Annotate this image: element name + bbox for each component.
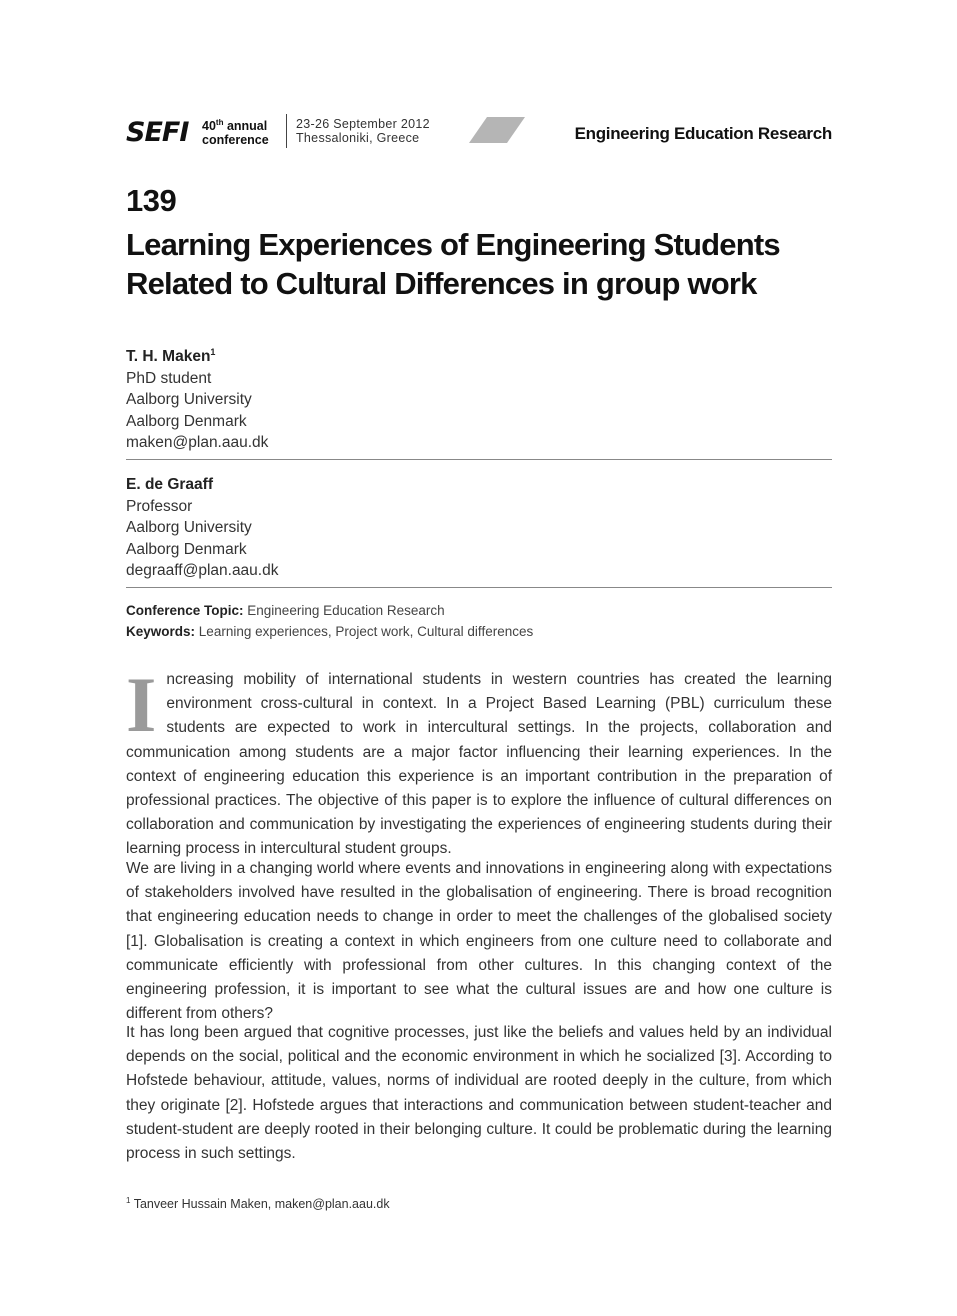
annual-word: annual xyxy=(226,119,268,134)
author-divider xyxy=(126,459,832,460)
header-divider xyxy=(286,114,287,148)
author-email: degraaff@plan.aau.dk xyxy=(126,562,279,580)
conference-location: Thessaloniki, Greece xyxy=(296,131,420,145)
keywords: Keywords: Learning experiences, Project work, Cultural differences xyxy=(126,624,534,639)
header-decoration-shape xyxy=(469,117,525,143)
footnote-number: 1 xyxy=(126,1196,131,1205)
conference-dates: 23-26 September 2012 xyxy=(296,117,430,131)
conference-topic: Conference Topic: Engineering Education Research xyxy=(126,603,445,618)
author-institution: Aalborg University xyxy=(126,519,252,537)
author-location: Aalborg Denmark xyxy=(126,540,247,558)
author-name: E. de Graaff xyxy=(126,476,213,494)
footnote xyxy=(126,1196,390,1211)
conference-word: conference xyxy=(202,133,269,148)
author-block xyxy=(126,470,832,582)
annual-suffix: th xyxy=(215,118,224,127)
footnote-marker: 1 xyxy=(210,347,216,357)
paper-title-line2: Related to Cultural Differences in group work xyxy=(126,266,757,301)
author-role: Professor xyxy=(126,497,193,515)
conference-edition xyxy=(202,116,269,147)
body-paragraph: Increasing mobility of international students in western countries has created the learning environment cross-cultural in context. In a Project Based Learning (PBL) curriculum these students are expected to work in intercultural settings. In the projects, collaboration and communication among students are a major factor influencing their learning experiences. In the context of engineering education this experience is an important contribution in the preparation of professional practices. The objective of this paper is to explore the influence of cultural differences on collaboration and communication by investigating the experiences of engineering students during their learning process in intercultural student groups. xyxy=(126,661,832,858)
author-name: T. H. Maken$^1$ xyxy=(126,347,216,366)
section-title: Engineering Education Research xyxy=(574,124,832,143)
conference-header xyxy=(126,114,832,154)
drop-cap: I xyxy=(126,661,157,748)
author-block xyxy=(126,342,832,454)
paper-title-line1: Learning Experiences of Engineering Students xyxy=(126,227,780,262)
author-role: PhD student xyxy=(126,369,212,387)
body-paragraph: We are living in a changing world where events and innovations in engineering along with expectations of stakeholders involved have resulted in the globalisation of engineering. There is broad recognition that engineering education needs to change in order to meet the challenges of the globalised society [1]. Globalisation is creating a context in which engineers from one culture need to collaborate and communicate efficiently with professional from other cultures. In this changing context of the engineering profession, it is important to see what the cultural issues are and how one culture is different from others? xyxy=(126,860,832,1023)
paper-meta xyxy=(126,600,533,642)
conference-date-location xyxy=(296,117,430,145)
sefi-logo: SEFI xyxy=(126,117,189,148)
annual-ordinal: 40 xyxy=(202,119,216,134)
paper-title xyxy=(126,225,832,303)
paper-number: 139 xyxy=(126,183,177,218)
body-paragraph: It has long been argued that cognitive processes, just like the beliefs and values held by an individual depends on the social, political and the economic environment in which he socialized [3]. According to Hofstede behaviour, attitude, values, norms of individual are rooted deeply in the culture, from which they originate [2]. Hofstede argues that interactions and communication between student-teacher and student-student are deeply rooted in their belonging culture. It could be problematic during the learning process in such settings. xyxy=(126,1024,832,1163)
author-location: Aalborg Denmark xyxy=(126,412,247,430)
author-institution: Aalborg University xyxy=(126,391,252,409)
footnote-text: Tanveer Hussain Maken, maken@plan.aau.dk xyxy=(133,1197,390,1212)
author-email: maken@plan.aau.dk xyxy=(126,434,269,452)
author-divider xyxy=(126,587,832,588)
